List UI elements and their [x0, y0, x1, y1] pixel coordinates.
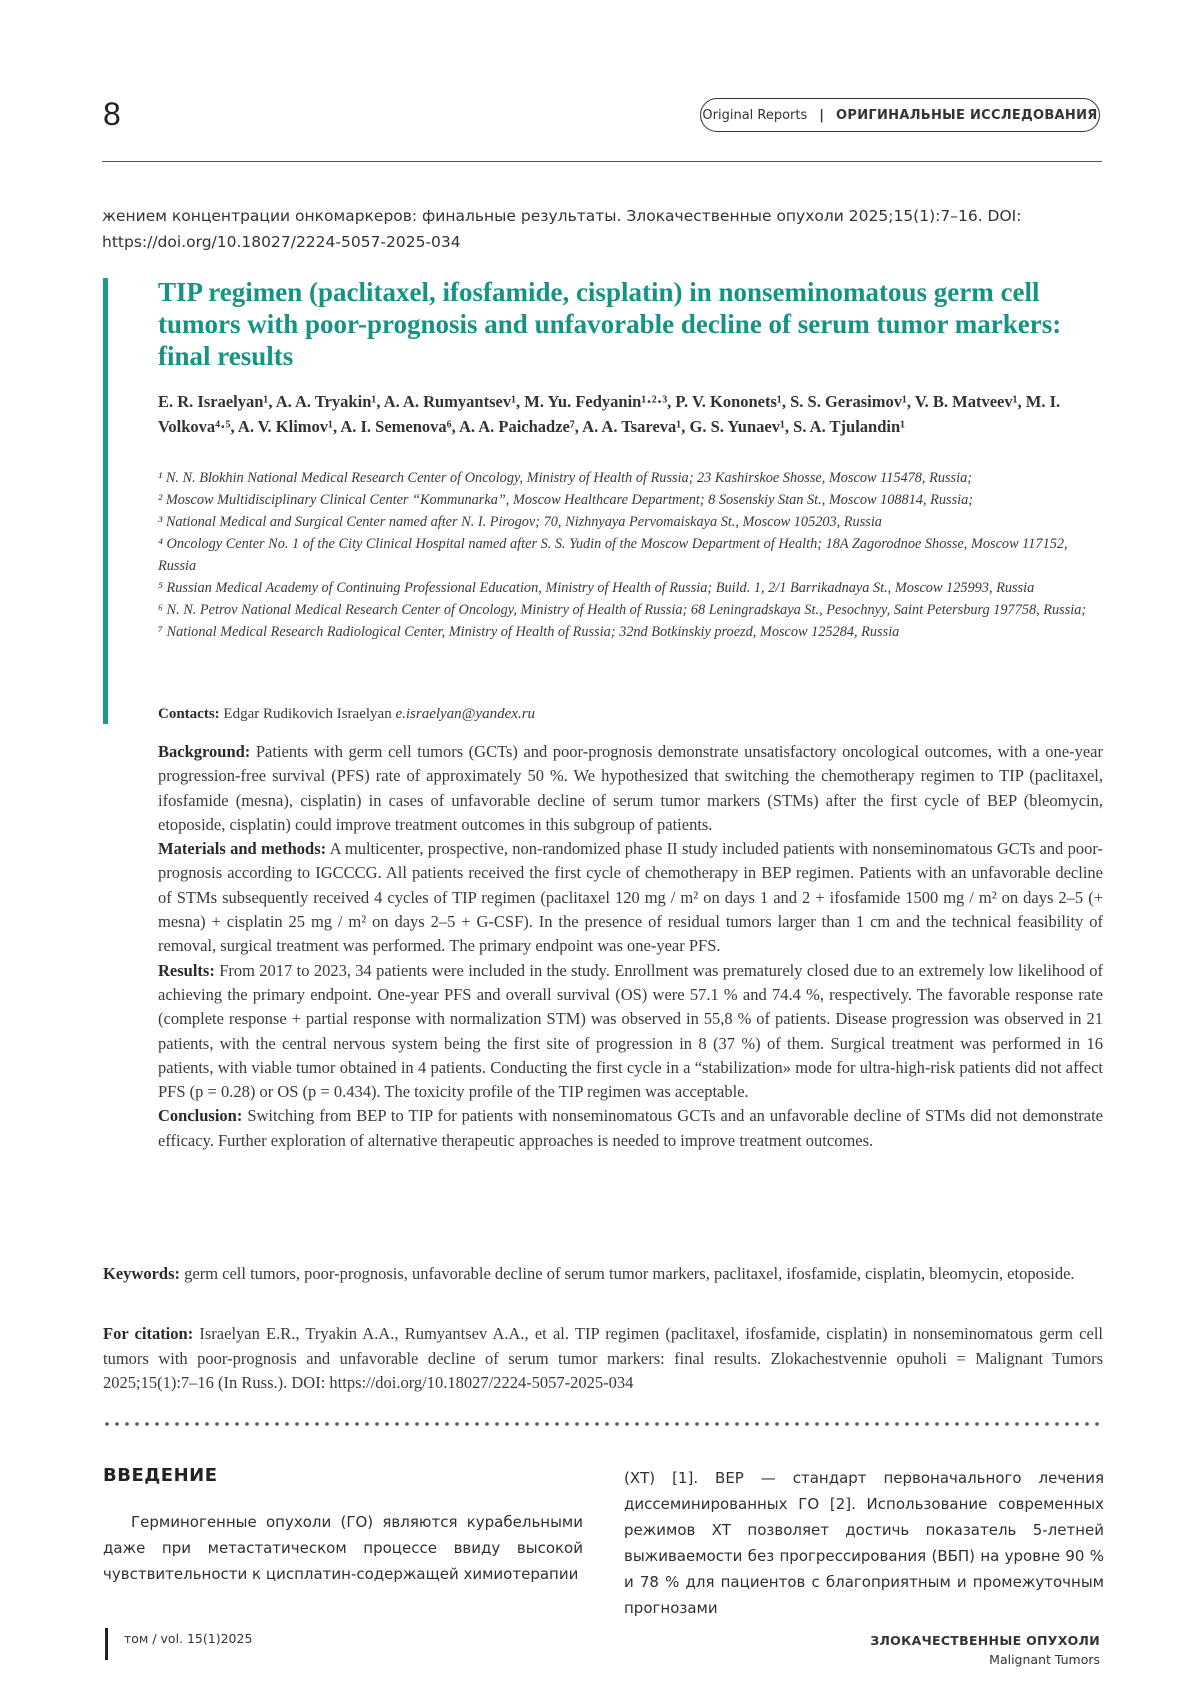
abstract-background	[158, 740, 1103, 837]
conclusion-label: Conclusion:	[158, 1106, 243, 1126]
contacts	[158, 703, 1103, 725]
author-list: E. R. Israelyan¹, A. A. Tryakin¹, A. A. Rumyantsev¹, M. Yu. Fedyanin¹·²·³, P. V. Kononets¹, S. S. Gerasimov¹, V. B. Matveev¹, M. I. Volkova⁴·⁵, A. V. Klimov¹, A. I. Semenova⁶, A. A. Paichadze⁷, A. A. Tsareva¹, G. S. Yunaev¹, S. A. Tjulandin¹	[158, 392, 1061, 436]
footer-bar	[105, 1628, 108, 1660]
journal-title-en: Malignant Tumors	[989, 1652, 1100, 1667]
affiliation-item: ⁵ Russian Medical Academy of Continuing Professional Education, Ministry of Health of Russia; Build. 1, 2/1 Barrikadnaya St., Moscow 125993, Russia	[158, 580, 1035, 596]
keywords-label: Keywords:	[103, 1264, 180, 1283]
header-rule	[102, 161, 1102, 162]
keywords-text: germ cell tumors, poor-prognosis, unfavorable decline of serum tumor markers, paclitaxel, ifosfamide, cisplatin, bleomycin, etoposide.	[184, 1264, 1075, 1283]
affiliation-item: ⁶ N. N. Petrov National Medical Research Center of Oncology, Ministry of Health of Russia; 68 Leningradskaya St., Pesochnyy, Saint Petersburg 197758, Russia;	[158, 602, 1087, 618]
keywords	[103, 1261, 1103, 1287]
title-accent-bar	[103, 278, 108, 724]
intro-right-column: (ХТ) [1]. BEP — стандарт первоначального лечения диссеминированных ГО [2]. Использование современных режимов ХТ позволяет достичь показатель 5-летней выживаемости без прогрессирования (ВБП) на уровне 90 % и 78 % для пациентов с благоприятным и промежуточным прогнозами	[624, 1469, 1104, 1617]
affiliation-item: ² Moscow Multidisciplinary Clinical Center “Kommunarka”, Moscow Healthcare Department; 8 Sosenskiy Stan St., Moscow 108814, Russia;	[158, 492, 974, 508]
article-title: TIP regimen (paclitaxel, ifosfamide, cisplatin) in nonseminomatous germ cell tumors with poor-prognosis and unfavorable decline of serum tumor markers: final results	[158, 277, 1062, 371]
background-text: Patients with germ cell tumors (GCTs) and poor-prognosis demonstrate unsatisfactory oncological outcomes, with a one-year progression-free survival (PFS) rate of approximately 50 %. We hypothesized that switching the chemotherapy regimen to TIP (paclitaxel, ifosfamide (mesna), cisplatin) in cases of unfavorable decline of serum tumor markers (STMs) after the first cycle of BEP (bleomycin, etoposide, cisplatin) could improve treatment outcomes in this subgroup of patients.	[158, 742, 1104, 834]
abstract-results	[158, 959, 1103, 1105]
section-separator: |	[819, 107, 825, 123]
methods-text: A multicenter, prospective, non-randomized phase II study included patients with nonseminomatous GCTs and poor-prognosis according to IGCCCG. All patients received the first cycle of chemotherapy in BEP regimen. Patients with an unfavorable decline of STMs subsequently received 4 cycles of TIP regimen (paclitaxel 120 mg / m² on days 1 and 2 + ifosfamide 1500 mg / m² on days 2–5 (+ mesna) + cisplatin 25 mg / m² on days 2–5 + G-CSF). In the presence of residual tumors larger than 1 cm and the technical feasibility of removal, surgical treatment was performed. The primary endpoint was one-year PFS.	[158, 839, 1104, 956]
footer-journal	[760, 1631, 1100, 1669]
journal-title-ru: ЗЛОКАЧЕСТВЕННЫЕ ОПУХОЛИ	[870, 1633, 1100, 1648]
section-en: Original Reports	[702, 107, 808, 123]
affiliation-item: ⁷ National Medical Research Radiological Center, Ministry of Health of Russia; 32nd Botkinskiy proezd, Moscow 125284, Russia	[158, 624, 900, 640]
results-label: Results:	[158, 960, 215, 980]
contacts-email[interactable]: e.israelyan@yandex.ru	[395, 706, 536, 722]
conclusion-text: Switching from BEP to TIP for patients with nonseminomatous GCTs and an unfavorable decline of STMs did not demonstrate efficacy. Further exploration of alternative therapeutic approaches is needed to improve treatment outcomes.	[158, 1106, 1103, 1150]
page-number: 8	[103, 96, 121, 132]
section-ru: ОРИГИНАЛЬНЫЕ ИССЛЕДОВАНИЯ	[836, 107, 1098, 123]
affiliation-item: ¹ N. N. Blokhin National Medical Research Center of Oncology, Ministry of Health of Russia; 23 Kashirskoe Shosse, Moscow 115478, Russia;	[158, 470, 972, 486]
intro-heading: ВВЕДЕНИЕ	[103, 1465, 218, 1486]
affiliation-item: ³ National Medical and Surgical Center named after N. I. Pirogov; 70, Nizhnyaya Pervomaiskaya St., Moscow 105203, Russia	[158, 514, 882, 530]
methods-label: Materials and methods:	[158, 839, 327, 859]
abstract-methods	[158, 837, 1103, 958]
results-text: From 2017 to 2023, 34 patients were included in the study. Enrollment was prematurely closed due to an extremely low likelihood of achieving the primary endpoint. One-year PFS and overall survival (OS) were 57.1 % and 74.4 %, respectively. The favorable response rate (complete response + partial response with normalization STM) was observed in 55,8 % of patients. Disease progression was observed in 21 patients, with the central nervous system being the first site of progression in 8 (37 %) of them. Surgical treatment was performed in 16 patients, with viable tumor obtained in 4 patients. Conducting the first cycle in a “stabilization» mode for ultra-high-risk patients did not affect PFS (p = 0.28) or OS (p = 0.434). The toxicity profile of the TIP regimen was acceptable.	[158, 960, 1104, 1102]
contacts-label: Contacts:	[158, 706, 220, 722]
contacts-name: Edgar Rudikovich Israelyan	[223, 706, 392, 722]
citation-continuation: жением концентрации онкомаркеров: финальные результаты. Злокачественные опухоли 2025;15(1):7–16. DOI: https://doi.org/10.18027/2224-5057-2025-034	[102, 207, 1022, 251]
section-badge	[700, 98, 1100, 132]
dotted-divider	[102, 1421, 1104, 1427]
abstract	[158, 740, 1103, 1153]
citation-text: Israelyan E.R., Tryakin A.A., Rumyantsev A.A., et al. TIP regimen (paclitaxel, ifosfamide, cisplatin) in nonseminomatous germ cell tumors with poor-prognosis and unfavorable decline of serum tumor markers: final results. Zlokachestvennie opuholi = Malignant Tumors 2025;15(1):7–16 (In Russ.). DOI: https://doi.org/10.18027/2224-5057-2025-034	[103, 1324, 1104, 1392]
citation-label: For citation:	[103, 1324, 194, 1343]
background-label: Background:	[158, 742, 251, 761]
affiliation-item: ⁴ Oncology Center No. 1 of the City Clinical Hospital named after S. S. Yudin of the Moscow Department of Health; 18A Zagorodnoe Shosse, Moscow 117152, Russia	[158, 536, 1068, 574]
intro-left-column: Герминогенные опухоли (ГО) являются курабельными даже при метастатическом процессе ввиду высокой чувствительности к цисплатин-содержащей химиотерапии	[103, 1513, 583, 1583]
for-citation	[103, 1322, 1103, 1396]
footer-volume: том / vol. 15(1)2025	[124, 1631, 253, 1646]
abstract-conclusion	[158, 1104, 1103, 1153]
affiliations	[158, 467, 1103, 643]
